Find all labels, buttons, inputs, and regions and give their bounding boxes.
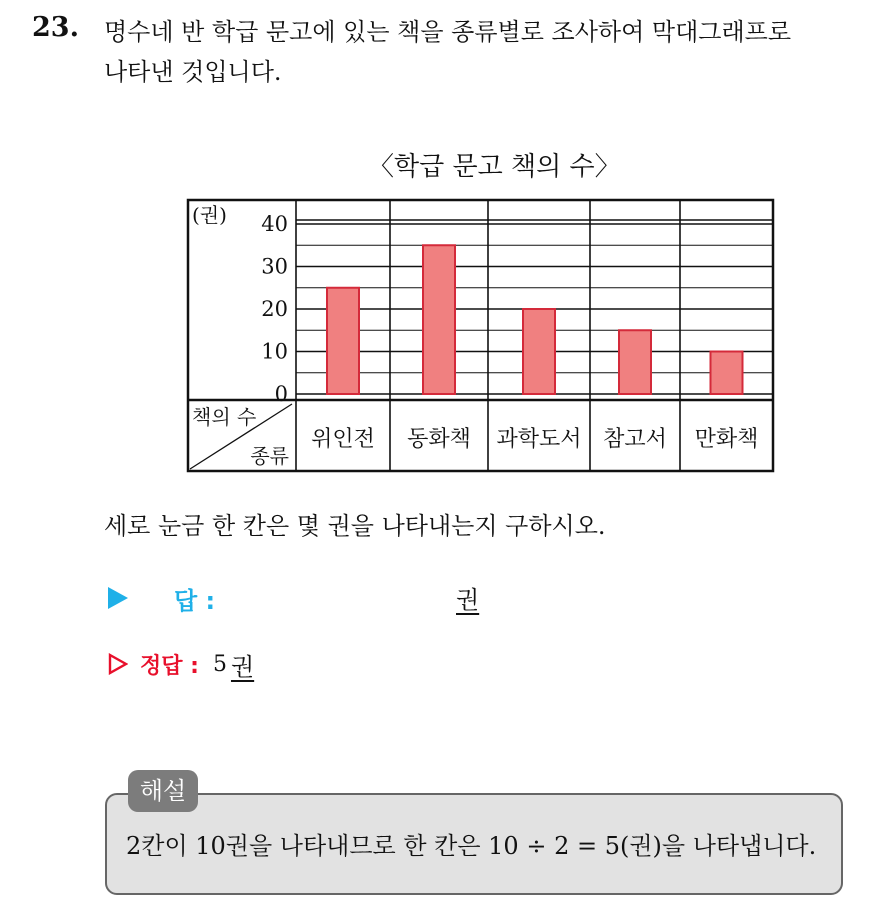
answer-label: 답 : <box>174 586 216 615</box>
answer-row <box>108 580 480 616</box>
bar-4 <box>619 330 651 394</box>
solution-row <box>108 646 254 682</box>
chart-title: 〈학급 문고 책의 수〉 <box>368 152 621 182</box>
question-number: 23. <box>32 12 79 43</box>
question-ask: 세로 눈금 한 칸은 몇 권을 나타내는지 구하시오. <box>104 512 606 540</box>
play-icon <box>108 587 128 609</box>
chart-frame <box>188 200 773 471</box>
explanation-text: 2칸이 10권을 나타내므로 한 칸은 10 ÷ 2 = 5(권)을 나타냅니다. <box>126 832 817 860</box>
answer-unit: 권 <box>456 586 480 614</box>
solution-value: 5 <box>212 651 227 677</box>
bar-1 <box>327 288 359 394</box>
solution-label: 정답 : <box>140 653 199 679</box>
bar-5 <box>711 352 743 395</box>
y-tick-label: 10 <box>261 339 288 364</box>
y-tick-label: 20 <box>261 297 288 321</box>
question-line-2: 나타낸 것입니다. <box>104 58 282 86</box>
y-tick-label: 30 <box>261 254 288 279</box>
category-label: 위인전 <box>311 427 375 452</box>
y-tick-label: 0 <box>274 382 288 406</box>
solution-unit: 권 <box>230 652 255 681</box>
explanation-tag: 해설 <box>128 770 198 812</box>
y-unit-label: (권) <box>192 203 227 227</box>
header-bottom-label: 종류 <box>250 444 289 468</box>
y-tick-label: 40 <box>261 212 288 236</box>
category-label: 과학도서 <box>496 427 582 452</box>
question-line-1: 명수네 반 학급 문고에 있는 책을 종류별로 조사하여 막대그래프로 <box>104 18 791 46</box>
outline-triangle-icon <box>108 653 128 675</box>
category-label: 만화책 <box>694 427 759 452</box>
header-top-label: 책의 수 <box>192 405 257 429</box>
bar-3 <box>523 309 555 394</box>
bar-2 <box>423 245 455 394</box>
category-label: 동화책 <box>407 427 471 452</box>
category-label: 참고서 <box>603 427 667 452</box>
